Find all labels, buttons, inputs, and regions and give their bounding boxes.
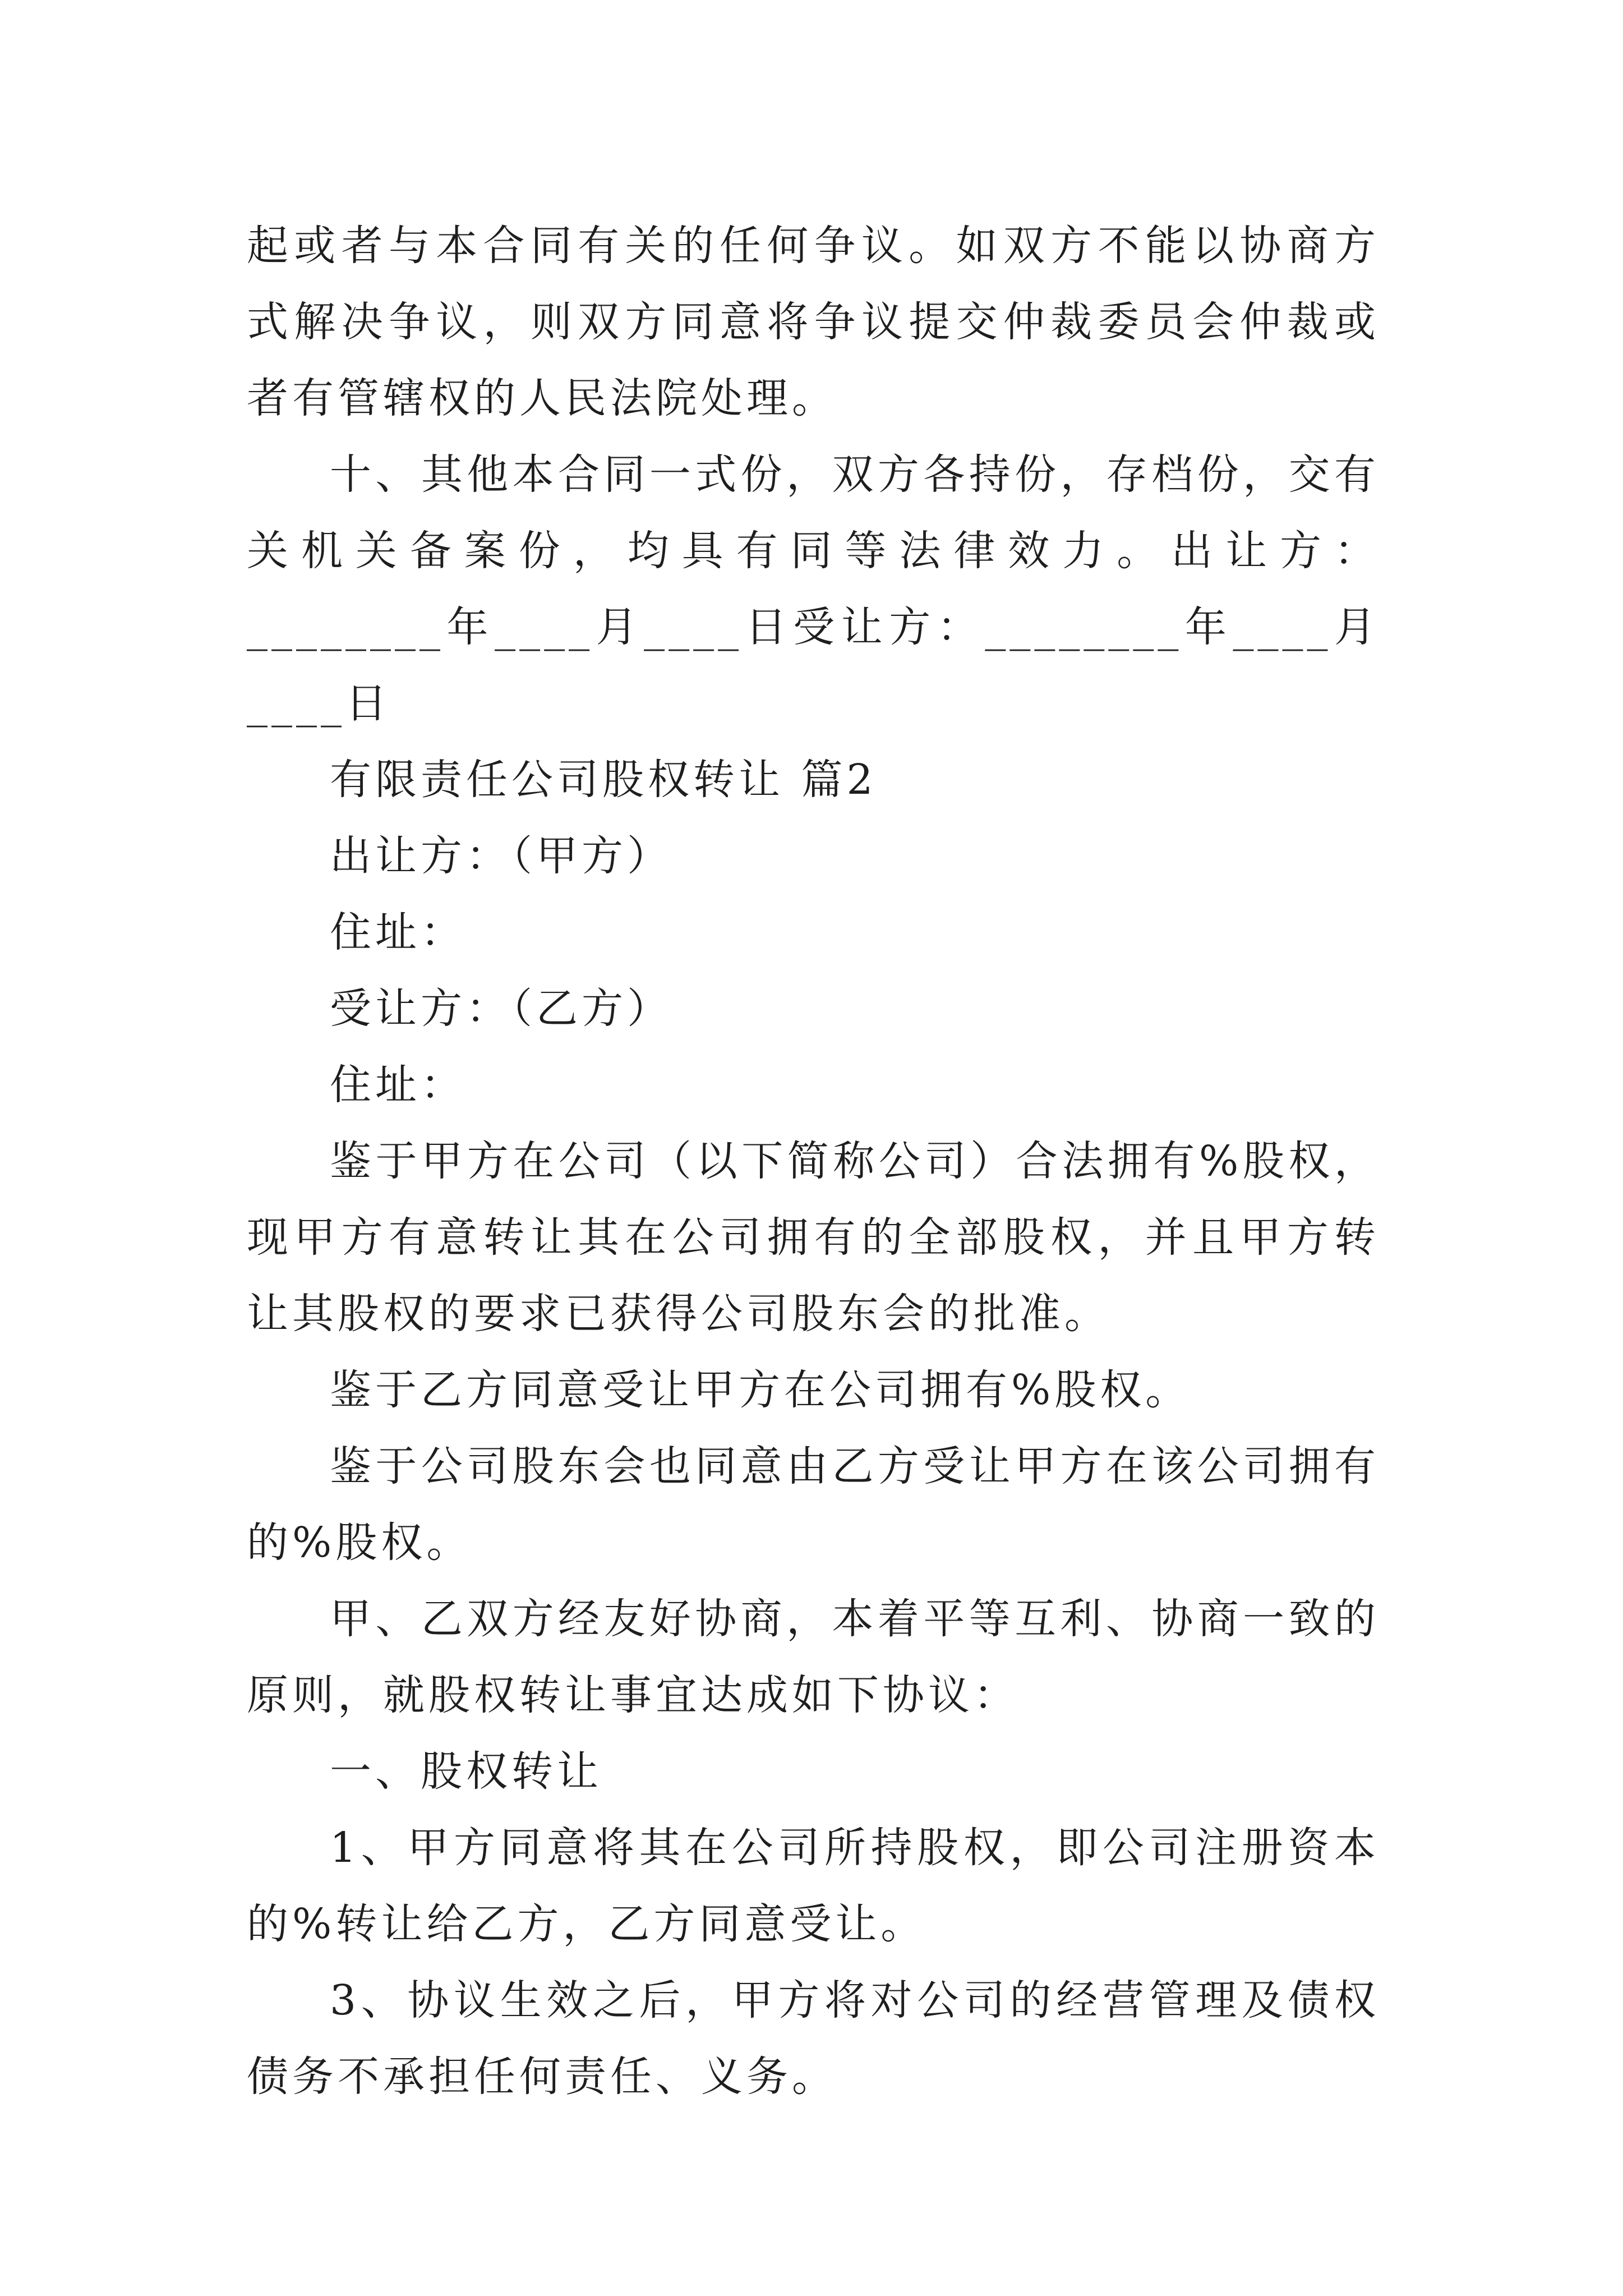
paragraph-clause-ten-other: 十、其他本合同一式份，双方各持份，存档份，交有关机关备案份，均具有同等法律效力。出让方：________年____月____日受让方：________年____月____日 bbox=[247, 450, 1380, 728]
transferor-label: 出让方：（甲方） bbox=[330, 832, 672, 880]
section-title-part-2: 有限责任公司股权转让 篇2 bbox=[330, 756, 877, 804]
transferee-address-label: 住址： bbox=[330, 1061, 466, 1109]
paragraph-whereas-shareholders: 鉴于公司股东会也同意由乙方受让甲方在该公司拥有的%股权。 bbox=[247, 1442, 1380, 1567]
paragraph-whereas-party-a: 鉴于甲方在公司（以下简称公司）合法拥有%股权，现甲方有意转让其在公司拥有的全部股权，并且甲方转让其股权的要求已获得公司股东会的批准。 bbox=[247, 1137, 1380, 1338]
paragraph-agreement-intro: 甲、乙双方经友好协商，本着平等互利、协商一致的原则，就股权转让事宜达成如下协议： bbox=[247, 1595, 1380, 1719]
clause-item-3: 3、协议生效之后，甲方将对公司的经营管理及债权债务不承担任何责任、义务。 bbox=[247, 1976, 1380, 2101]
clause-item-1: 1、甲方同意将其在公司所持股权，即公司注册资本的%转让给乙方，乙方同意受让。 bbox=[247, 1824, 1380, 1948]
paragraph-dispute-continuation: 起或者与本合同有关的任何争议。如双方不能以协商方式解决争议，则双方同意将争议提交仲裁委员会仲裁或者有管辖权的人民法院处理。 bbox=[247, 222, 1380, 422]
transferor-address-label: 住址： bbox=[330, 908, 466, 956]
paragraph-whereas-party-b: 鉴于乙方同意受让甲方在公司拥有%股权。 bbox=[330, 1366, 1191, 1414]
document-body bbox=[247, 208, 1380, 2115]
clause-one-heading: 一、股权转让 bbox=[330, 1747, 602, 1796]
transferee-label: 受让方：（乙方） bbox=[330, 984, 672, 1033]
